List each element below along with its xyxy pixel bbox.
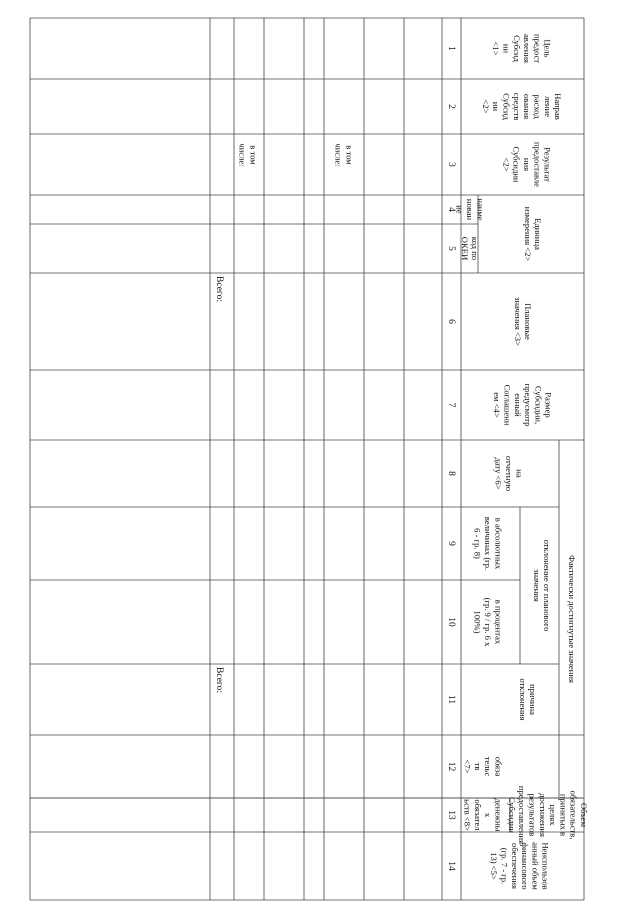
header-obligations-line: принятых в bbox=[558, 793, 569, 837]
header-unit-name-line: наиме bbox=[475, 198, 486, 221]
header-unused-line: финансового bbox=[520, 842, 531, 890]
header-dev-pct-line: 100%) bbox=[472, 610, 483, 634]
header-obl-money-line: денежны bbox=[493, 798, 504, 832]
including-label-2 bbox=[238, 143, 259, 166]
column-number: 3 bbox=[446, 162, 456, 167]
including-label-1-line: числе: bbox=[333, 143, 344, 167]
header-dev-abs-line: величинах (гр. bbox=[483, 516, 493, 571]
header-dev-pct-line: в процентах bbox=[493, 599, 504, 645]
header-obl-oblig bbox=[463, 757, 504, 777]
header-dev-abs-line: в абсолютных bbox=[493, 517, 504, 570]
column-number: 10 bbox=[446, 617, 456, 627]
header-subsidy-size-line: Субсидии, bbox=[533, 385, 544, 425]
column-number: 14 bbox=[446, 861, 456, 871]
column-number: 1 bbox=[446, 46, 456, 51]
header-reason-line: причина bbox=[528, 684, 539, 715]
total-label-right: Всего: bbox=[214, 667, 224, 693]
header-obligations-line: Объем bbox=[579, 802, 590, 828]
header-unused bbox=[489, 842, 551, 890]
header-obligations bbox=[507, 786, 589, 844]
header-unused-line: Неиспользов bbox=[540, 842, 551, 890]
header-subsidy-size bbox=[492, 384, 554, 427]
including-label-2-line: числе: bbox=[237, 143, 248, 167]
header-dev-pct-line: (гр. 9 / гр. 6 х bbox=[483, 597, 493, 647]
header-goal-line: Субсид bbox=[511, 35, 522, 62]
header-planned-line: значения <3> bbox=[512, 297, 523, 346]
header-result-line: ния bbox=[522, 157, 532, 172]
header-subsidy-size-line: ем <4> bbox=[492, 392, 503, 418]
header-direction-line: <2> bbox=[480, 99, 491, 114]
header-goal bbox=[491, 34, 553, 63]
header-planned bbox=[513, 297, 533, 346]
header-obligations-line: Субсидии bbox=[506, 796, 517, 834]
header-goal-line: ии bbox=[501, 43, 512, 54]
header-deviation bbox=[532, 540, 552, 632]
header-planned-line: Плановые bbox=[523, 303, 534, 340]
header-unit bbox=[523, 207, 543, 262]
column-number: 2 bbox=[446, 104, 456, 109]
header-direction-line: расход bbox=[532, 94, 543, 119]
header-goal-line: <1> bbox=[491, 41, 502, 56]
header-result bbox=[501, 142, 552, 187]
column-number: 4 bbox=[446, 207, 456, 212]
header-unit-okei-line: ОКЕИ bbox=[459, 236, 470, 261]
header-goal-line: предост bbox=[532, 33, 543, 64]
header-unit-okei-line: код по bbox=[470, 236, 481, 261]
header-actual-line: Фактически достигнутые значения bbox=[567, 555, 577, 683]
header-actual bbox=[567, 555, 577, 683]
header-dev-abs bbox=[473, 517, 504, 570]
rotated-table bbox=[30, 18, 589, 900]
header-direction-line: Субсид bbox=[501, 93, 512, 120]
header-subsidy-size-line: Соглашени bbox=[502, 384, 513, 426]
header-result-line: Результат bbox=[542, 147, 553, 182]
column-number: 9 bbox=[446, 541, 456, 546]
header-goal-line: авления bbox=[522, 33, 533, 64]
header-direction-line: Направ bbox=[553, 93, 564, 120]
header-result-line: <2> bbox=[501, 157, 512, 172]
header-unused-line: анный объем bbox=[530, 842, 541, 890]
total-label-left: Всего: bbox=[214, 276, 224, 302]
header-deviation-line: отклонение от планового bbox=[542, 539, 553, 632]
header-on-date-line: на bbox=[514, 469, 525, 478]
header-unit-okei bbox=[460, 237, 480, 260]
header-unit-line: Единица bbox=[533, 218, 544, 250]
header-on-date bbox=[494, 456, 525, 492]
header-obligations-line: обязательств, bbox=[568, 790, 579, 840]
header-unit-line: измерения <2> bbox=[522, 206, 533, 262]
header-obl-oblig-line: <7> bbox=[462, 759, 473, 774]
header-direction-line: ление bbox=[542, 95, 553, 118]
header-obl-oblig-line: обяза bbox=[493, 756, 504, 777]
header-obligations-line: достижения bbox=[537, 793, 548, 837]
header-result-line: предоставле bbox=[532, 141, 543, 188]
header-direction-line: ования bbox=[522, 93, 533, 120]
header-obl-money-line: обязател bbox=[472, 799, 483, 831]
header-obligations-line: целях bbox=[548, 804, 559, 826]
header-dev-abs-line: 6 - гр. 8) bbox=[472, 528, 483, 559]
header-direction-line: ии bbox=[491, 101, 502, 112]
header-obligations-line: предоставления bbox=[517, 785, 528, 845]
column-number: 13 bbox=[446, 810, 456, 820]
header-deviation-line: значения bbox=[531, 569, 542, 602]
header-obl-money bbox=[463, 799, 504, 832]
header-on-date-line: отчетную bbox=[504, 455, 514, 492]
column-number: 6 bbox=[446, 319, 456, 324]
header-obligations-line: результатов bbox=[527, 793, 538, 837]
header-direction-line: средств bbox=[511, 92, 522, 121]
header-obl-oblig-line: тв bbox=[472, 762, 483, 771]
header-unused-line: (гр. 7 - гр. bbox=[499, 847, 510, 885]
header-unit-name-line: нован bbox=[465, 198, 475, 221]
header-reason-line: отклонения bbox=[517, 678, 528, 721]
header-obl-money-line: х bbox=[483, 812, 494, 818]
column-number: 5 bbox=[446, 246, 456, 251]
column-number: 8 bbox=[446, 471, 456, 476]
header-dev-pct bbox=[473, 598, 504, 648]
header-unused-line: обеспечения bbox=[509, 843, 520, 889]
header-subsidy-size-line: Размер bbox=[543, 392, 554, 418]
table-texts bbox=[214, 34, 589, 890]
header-reason bbox=[518, 678, 538, 720]
header-result-line: Субсидии bbox=[511, 146, 522, 183]
header-direction bbox=[481, 93, 563, 121]
header-on-date-line: дату <6> bbox=[493, 457, 504, 490]
including-label-1-line: в том bbox=[344, 145, 355, 165]
column-number: 12 bbox=[446, 761, 456, 772]
header-unit-name-line: ие bbox=[454, 205, 465, 214]
column-number: 11 bbox=[446, 694, 456, 705]
header-obl-oblig-line: тельс bbox=[483, 756, 494, 777]
header-obl-money-line: ьств <8> bbox=[462, 799, 473, 831]
including-label-1 bbox=[334, 143, 355, 166]
header-goal-line: Цель bbox=[542, 39, 553, 58]
header-subsidy-size-line: енный bbox=[512, 393, 523, 417]
header-subsidy-size-line: предусмотр bbox=[523, 383, 534, 427]
header-unused-line: 13) <5> bbox=[489, 852, 500, 880]
header-unit-name bbox=[455, 198, 486, 220]
column-number: 7 bbox=[446, 402, 456, 408]
including-label-2-line: в том bbox=[248, 145, 259, 165]
